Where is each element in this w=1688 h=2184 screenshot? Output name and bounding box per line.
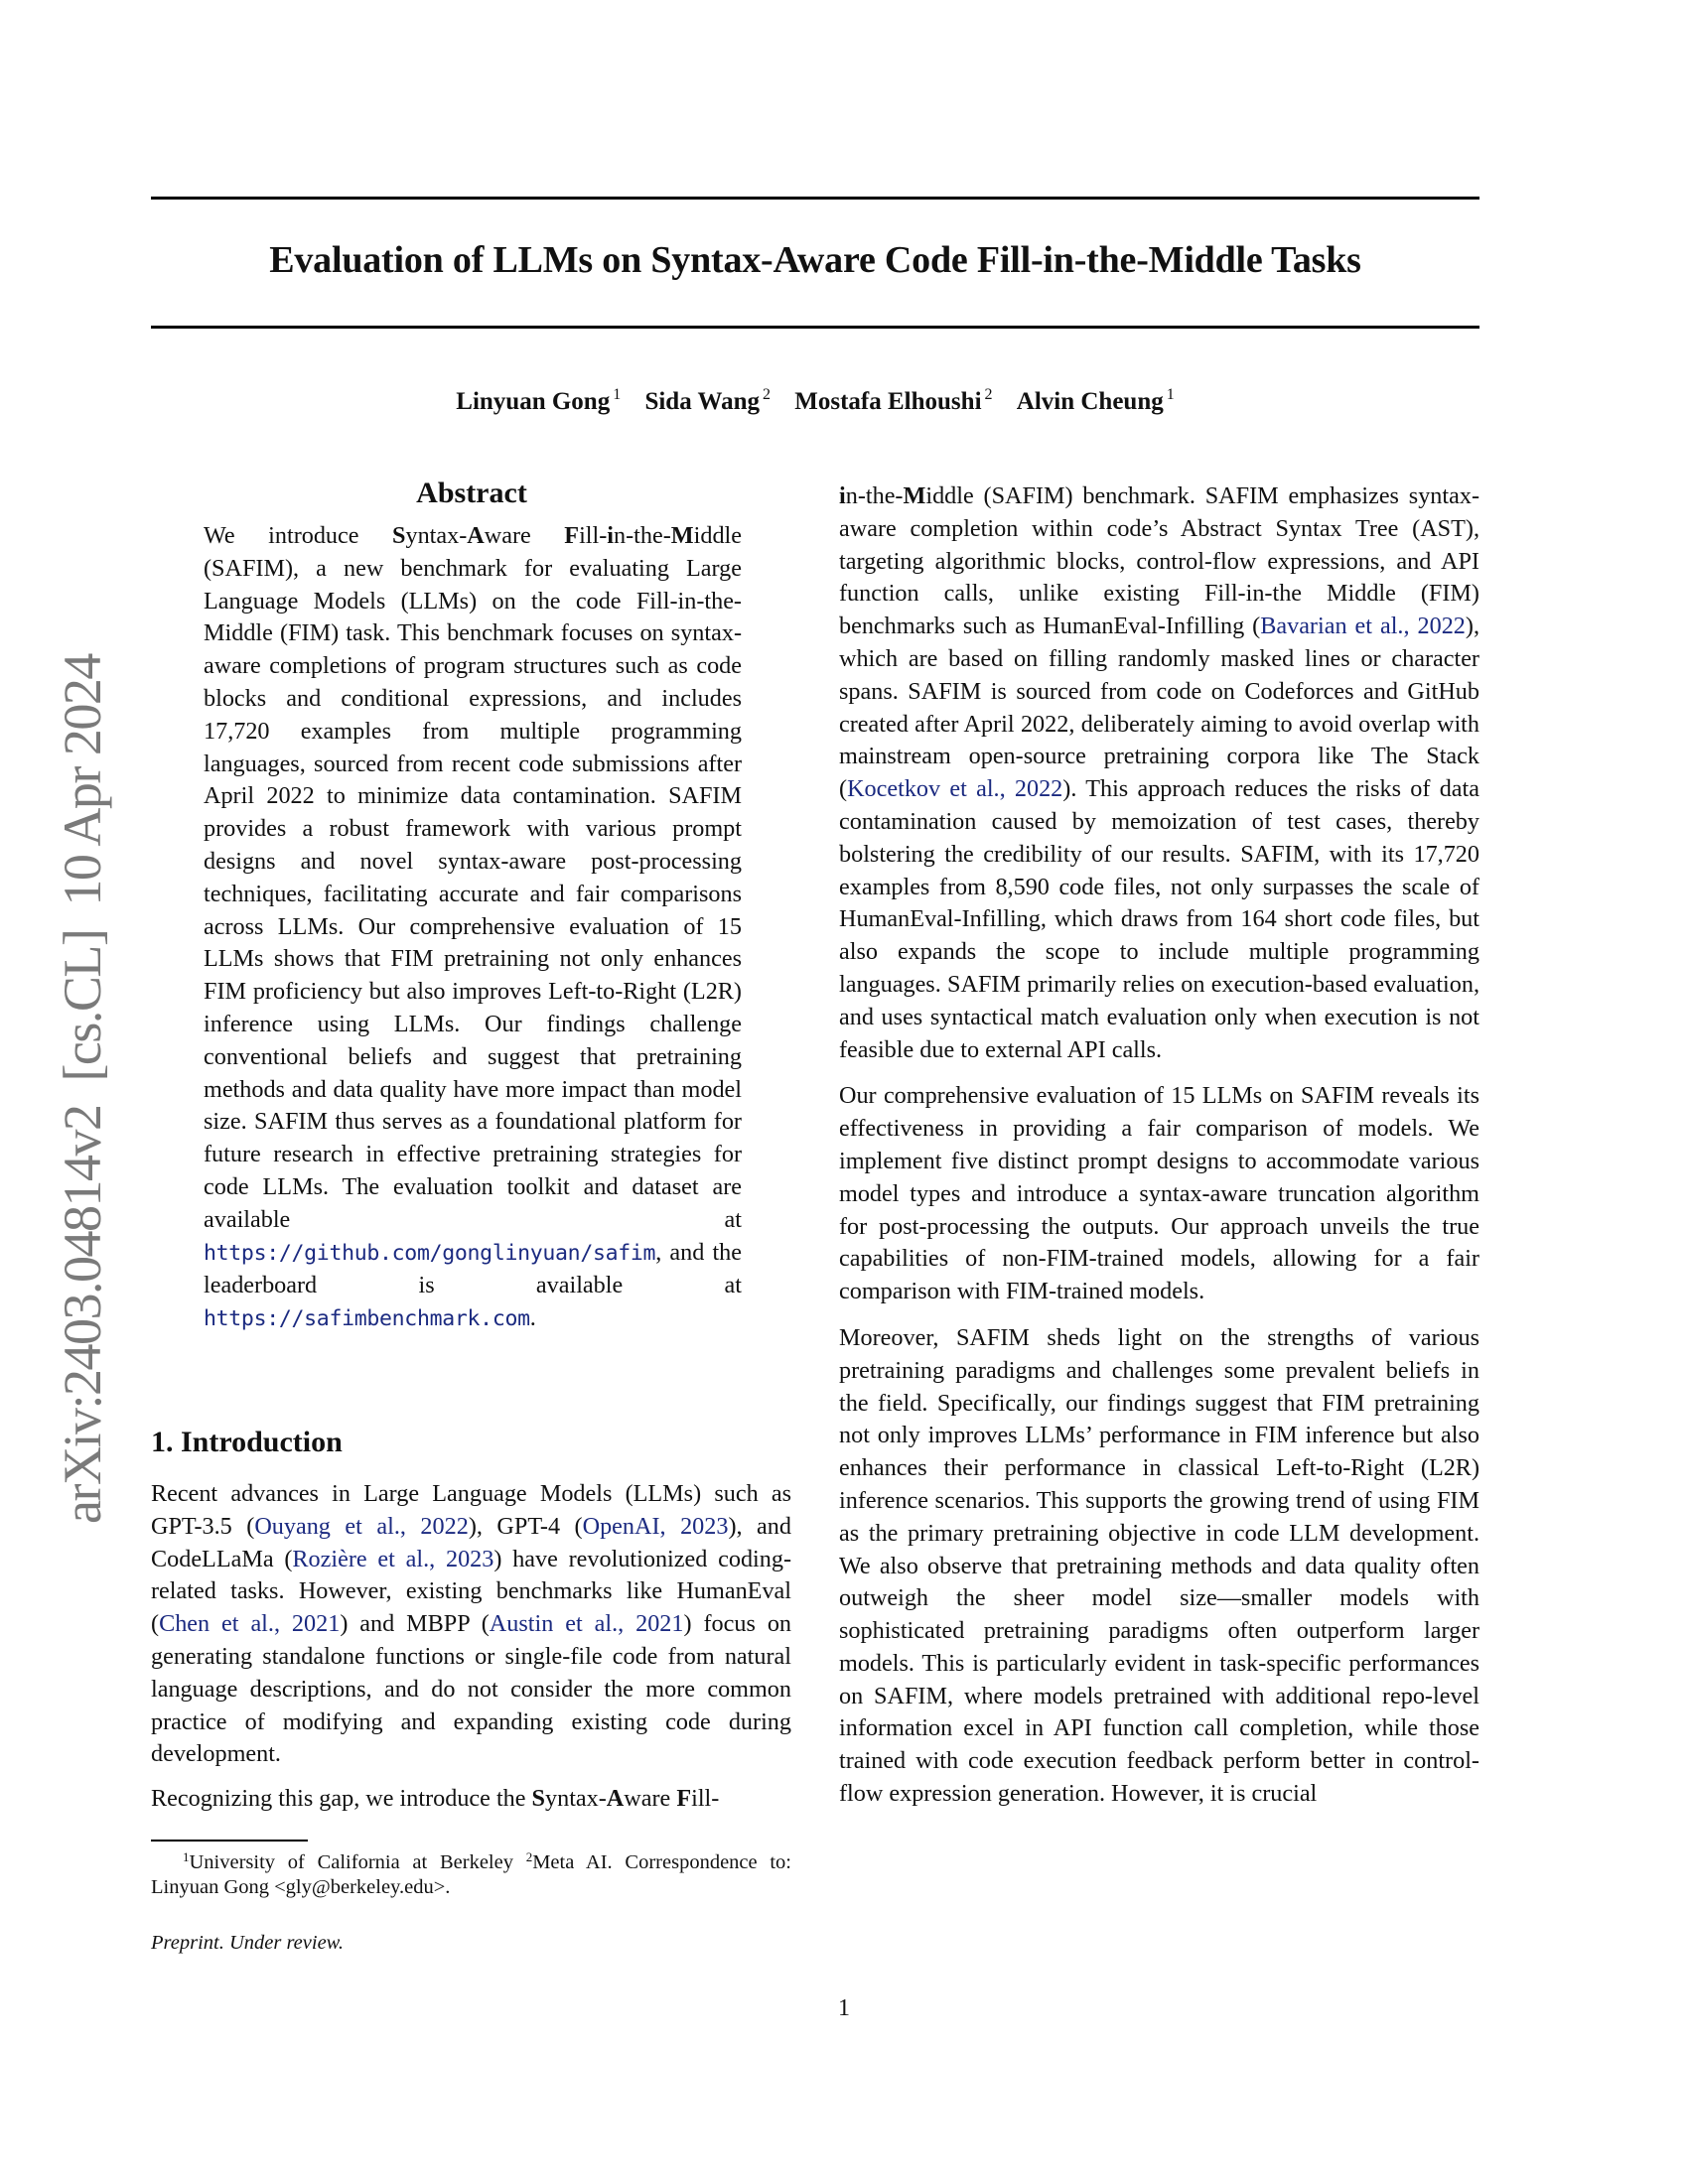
- citation-link[interactable]: Kocetkov et al., 2022: [847, 775, 1063, 803]
- github-link[interactable]: https://github.com/gonglinyuan/safim: [204, 1240, 656, 1266]
- section-heading-introduction: 1. Introduction: [151, 1426, 343, 1458]
- citation-link[interactable]: Bavarian et al., 2022: [1260, 613, 1466, 640]
- author: Linyuan Gong $^1$: [456, 386, 622, 415]
- author: Alvin Cheung $^1$: [1016, 386, 1175, 415]
- page-number: 1: [838, 1995, 850, 2021]
- abstract-heading: Abstract: [416, 477, 527, 509]
- citation-link[interactable]: OpenAI, 2023: [582, 1512, 729, 1540]
- leaderboard-link[interactable]: https://safimbenchmark.com: [204, 1306, 530, 1332]
- title-bottom-rule: [151, 326, 1479, 329]
- intro-paragraph-3: Our comprehensive evaluation of 15 LLMs on SAFIM reveals its effectiveness in providing a fair comparison of models. We implement five distinct prompt designs to accommodate various model types and introduce a syntax-aware truncation algorithm for post-processing the outputs. Our approach unveils the true capabilities of non-FIM-trained models, allowing for a fair comparison with FIM-trained models.: [839, 1082, 1479, 1305]
- author: Mostafa Elhoushi $^2$: [794, 386, 993, 415]
- preprint-notice: Preprint. Under review.: [151, 1932, 344, 1954]
- affiliation-footnote: $^1$University of California at Berkeley $^2$Meta AI. Correspondence to: Linyuan Gong <gly@berkeley.edu>.: [151, 1849, 791, 1898]
- introduction-right-column: [839, 480, 1479, 1811]
- author: Sida Wang $^2$: [644, 386, 772, 415]
- arxiv-identifier-stamp: arXiv:2403.04814v2 [cs.CL] 10 Apr 2024: [53, 654, 112, 1524]
- citation-link[interactable]: Rozière et al., 2023: [292, 1545, 494, 1572]
- citation-link[interactable]: Ouyang et al., 2022: [254, 1512, 469, 1540]
- footnote-rule: [151, 1840, 308, 1842]
- paper-title: Evaluation of LLMs on Syntax-Aware Code Fill-in-the-Middle Tasks: [269, 239, 1361, 281]
- citation-link[interactable]: Chen et al., 2021: [159, 1610, 341, 1638]
- author-list: [151, 386, 1479, 416]
- intro-paragraph-2-cont: in-the-Middle (SAFIM) benchmark. SAFIM emphasizes syntax-aware completion within code’s Abstract Syntax Tree (AST), targeting algorithmic blocks, control-flow expressions, and API function calls, unlike existing Fill-in-the Middle (FIM) benchmarks such as HumanEval-Infilling (Bavarian et al., 2022), which are based on filling randomly masked lines or character spans. SAFIM is sourced from code on Codeforces and GitHub created after April 2022, deliberately aiming to avoid overlap with mainstream open-source pretraining corpora like The Stack (Kocetkov et al., 2022). This approach reduces the risks of data contamination caused by memoization of test cases, thereby bolstering the credibility of our results. SAFIM, with its 17,720 examples from 8,590 code files, not only surpasses the scale of HumanEval-Infilling, which draws from 164 short code files, but also expands the scope to include multiple programming languages. SAFIM primarily relies on execution-based evaluation, and uses syntactical match evaluation only when execution is not feasible due to external API calls.: [839, 482, 1479, 1063]
- intro-paragraph-2-start: Recognizing this gap, we introduce the Syntax-Aware Fill-: [151, 1785, 720, 1813]
- title-top-rule: [151, 197, 1479, 200]
- abstract-body: We introduce Syntax-Aware Fill-in-the-Middle (SAFIM), a new benchmark for evaluating Large Language Models (LLMs) on the code Fill-in-the-Middle (FIM) task. This benchmark focuses on syntax-aware completions of program structures such as code blocks and conditional expressions, and includes 17,720 examples from multiple programming languages, sourced from recent code submissions after April 2022 to minimize data contamination. SAFIM provides a robust framework with various prompt designs and novel syntax-aware post-processing techniques, facilitating accurate and fair comparisons across LLMs. Our comprehensive evaluation of 15 LLMs shows that FIM pretraining not only enhances FIM proficiency but also improves Left-to-Right (L2R) inference using LLMs. Our findings challenge conventional beliefs and suggest that pretraining methods and data quality have more impact than model size. SAFIM thus serves as a foundational platform for future research in effective pretraining strategies for code LLMs. The evaluation toolkit and dataset are available at https://github.com/gonglinyuan/safim, and the leaderboard is available at https://safimbenchmark.com.: [204, 522, 742, 1332]
- citation-link[interactable]: Austin et al., 2021: [489, 1610, 684, 1638]
- introduction-left-column: [151, 1478, 791, 1816]
- intro-paragraph-4: Moreover, SAFIM sheds light on the strengths of various pretraining paradigms and challenges some prevalent beliefs in the field. Specifically, our findings suggest that FIM pretraining not only improves LLMs’ performance in FIM inference but also enhances their performance in classical Left-to-Right (L2R) inference scenarios. This supports the growing trend of using FIM as the primary pretraining objective in code LLM development. We also observe that pretraining methods and data quality often outweigh the sheer model size—smaller models with sophisticated pretraining paradigms often outperform larger models. This is particularly evident in task-specific performances on SAFIM, where models pretrained with additional repo-level information excel in API function call completion, while those trained with code execution feedback perform better in control-flow expression generation. However, it is crucial: [839, 1323, 1479, 1808]
- intro-paragraph-1: Recent advances in Large Language Models (LLMs) such as GPT-3.5 (Ouyang et al., 2022), GPT-4 (OpenAI, 2023), and CodeLLaMa (Rozière et al., 2023) have revolutionized coding-related tasks. However, existing benchmarks like HumanEval (Chen et al., 2021) and MBPP (Austin et al., 2021) focus on generating standalone functions or single-file code from natural language descriptions, and do not consider the more common practice of modifying and expanding existing code during development.: [151, 1480, 792, 1768]
